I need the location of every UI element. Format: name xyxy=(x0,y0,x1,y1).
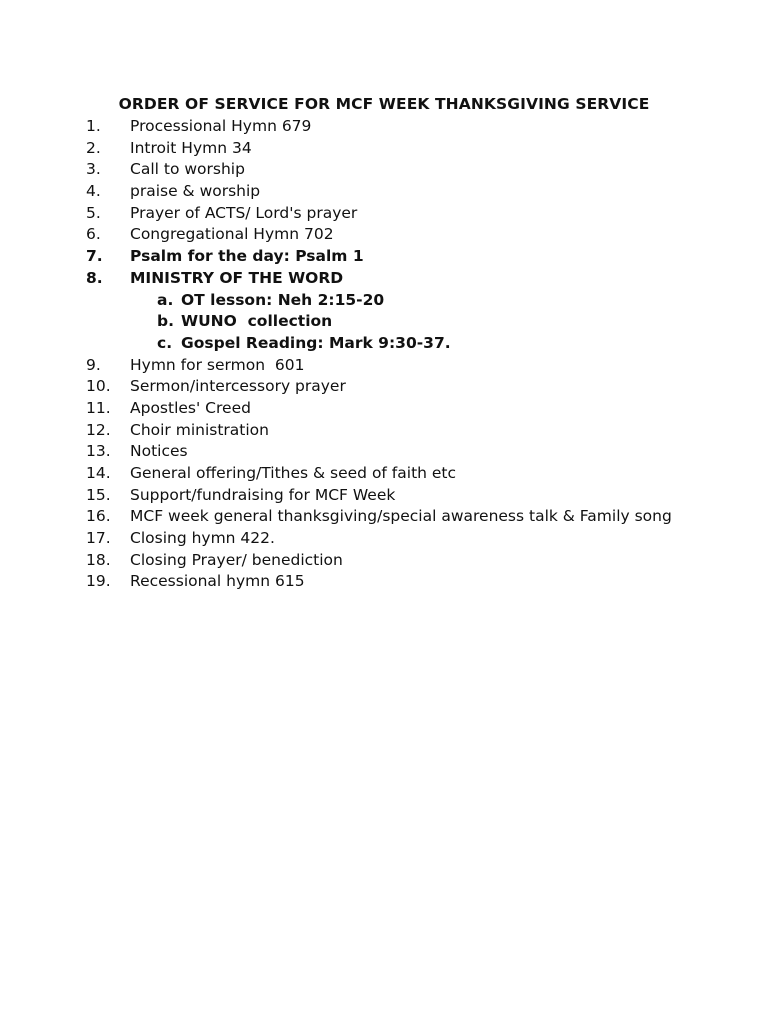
list-item xyxy=(86,355,726,377)
item-number: 9. xyxy=(86,355,101,374)
item-text: Apostles' Creed xyxy=(130,398,251,417)
item-text: Congregational Hymn 702 xyxy=(130,225,334,244)
item-text: WUNO collection xyxy=(181,312,333,331)
sub-list-item xyxy=(86,333,726,355)
list-item xyxy=(86,203,726,225)
document-title-text: ORDER OF SERVICE FOR MCF WEEK THANKSGIVING SERVICE xyxy=(118,95,650,113)
sub-list-item xyxy=(86,290,726,312)
item-number: 2. xyxy=(86,138,101,157)
list-item xyxy=(86,571,726,593)
item-letter: a. xyxy=(157,290,174,309)
item-number: 10. xyxy=(86,377,111,396)
list-item xyxy=(86,376,726,398)
list-item xyxy=(86,246,726,268)
item-text: Choir ministration xyxy=(130,420,269,439)
item-number: 11. xyxy=(86,398,111,417)
list-item xyxy=(86,159,726,181)
item-text: General offering/Tithes & seed of faith etc xyxy=(130,464,457,482)
list-item xyxy=(86,441,726,463)
item-text: OT lesson: Neh 2:15-20 xyxy=(181,290,385,309)
item-text: MCF week general thanksgiving/special awareness talk & Family song xyxy=(130,507,672,526)
item-text: Psalm for the day: Psalm 1 xyxy=(130,247,364,266)
item-number: 17. xyxy=(86,529,111,548)
sub-list-item xyxy=(86,311,726,333)
item-text: Closing Prayer/ benediction xyxy=(130,550,343,569)
list-item xyxy=(86,116,726,138)
item-text: Processional Hymn 679 xyxy=(130,117,312,135)
item-number: 1. xyxy=(86,117,101,135)
list-item xyxy=(86,528,726,550)
item-number: 3. xyxy=(86,160,101,179)
item-number: 5. xyxy=(86,203,101,222)
list-item xyxy=(86,224,726,246)
item-number: 4. xyxy=(86,182,101,201)
list-item xyxy=(86,181,726,203)
list-item xyxy=(86,398,726,420)
order-of-service-list xyxy=(86,116,726,593)
item-number: 13. xyxy=(86,442,111,461)
item-text: Sermon/intercessory prayer xyxy=(130,377,346,396)
item-text: Gospel Reading: Mark 9:30-37. xyxy=(181,333,451,352)
list-item xyxy=(86,138,726,160)
list-item xyxy=(86,506,726,528)
item-text: Hymn for sermon 601 xyxy=(130,355,305,374)
item-number: 8. xyxy=(86,268,103,287)
list-item xyxy=(86,268,726,290)
list-item xyxy=(86,463,726,485)
item-text: Recessional hymn 615 xyxy=(130,572,305,591)
item-text: Notices xyxy=(130,442,188,461)
item-text: MINISTRY OF THE WORD xyxy=(130,268,344,287)
item-letter: c. xyxy=(157,333,173,352)
item-letter: b. xyxy=(157,312,174,331)
item-text: Call to worship xyxy=(130,160,245,179)
item-number: 16. xyxy=(86,507,111,526)
list-item xyxy=(86,420,726,442)
list-item xyxy=(86,485,726,507)
item-number: 19. xyxy=(86,572,111,591)
item-number: 18. xyxy=(86,550,111,569)
item-text: praise & worship xyxy=(130,182,261,201)
item-number: 7. xyxy=(86,247,103,266)
item-number: 14. xyxy=(86,464,111,482)
item-number: 12. xyxy=(86,420,111,439)
item-text: Prayer of ACTS/ Lord's prayer xyxy=(130,203,358,222)
item-text: Closing hymn 422. xyxy=(130,529,275,548)
item-number: 15. xyxy=(86,485,111,504)
item-number: 6. xyxy=(86,225,101,244)
document-title xyxy=(0,94,768,114)
list-item xyxy=(86,550,726,572)
item-text: Introit Hymn 34 xyxy=(130,138,252,157)
item-text: Support/fundraising for MCF Week xyxy=(130,485,396,504)
